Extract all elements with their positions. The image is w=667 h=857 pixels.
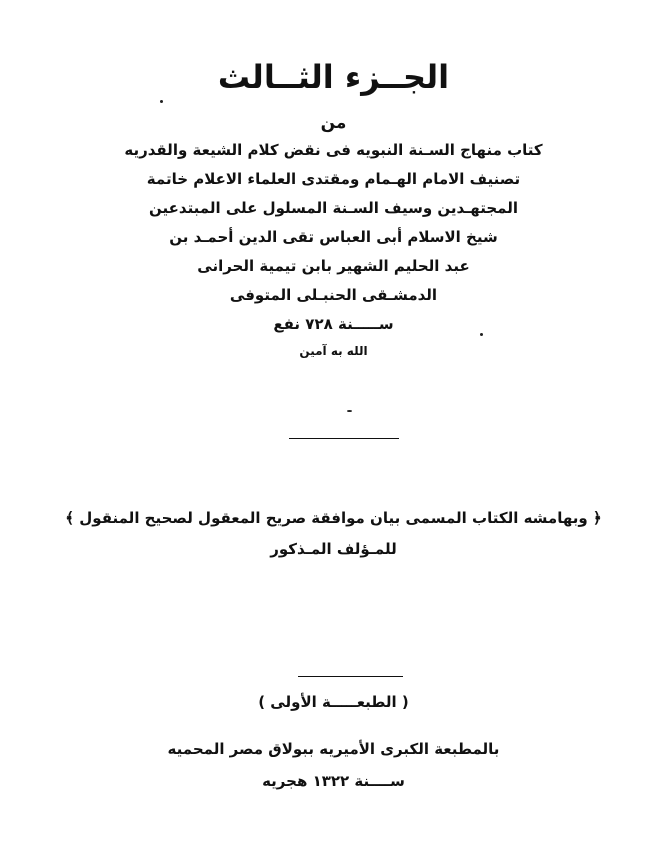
author-name-line: شيخ الاسلام أبى العباس تقى الدين أحمـد بن (169, 228, 498, 246)
publication-year-line: ســــنة ١٣٢٢ هجريه (262, 772, 405, 790)
book-title-line: كتاب منهاج السـنة النبويه فى نقض كلام الشيعة والقدريه (124, 141, 543, 159)
divider-rule (289, 438, 399, 439)
blessing-line: الله به آمين (299, 344, 368, 358)
divider-rule (298, 676, 403, 677)
ink-speck (347, 410, 352, 412)
margin-book-line: ﴿ وبهامشه الكتاب المسمى بيان موافقة صريح المعقول لصحيح المنقول ﴾ (65, 509, 602, 527)
author-lineage-line: عبد الحليم الشهير بابن تيمية الحرانى (197, 257, 470, 275)
edition-label: ( الطبعـــــة الأولى ) (258, 693, 409, 711)
press-line: بالمطبعة الكبرى الأميريه ببولاق مصر المحميه (167, 740, 500, 758)
death-year-line: ســـــنة ٧٢٨ نفع (273, 315, 394, 333)
margin-author-line: للمـؤلف المـذكور (270, 540, 397, 558)
author-origin-line: الدمشـقى الحنبـلى المتوفى (229, 286, 438, 304)
ink-speck (480, 333, 483, 336)
ink-speck (160, 100, 163, 103)
from-word: من (320, 113, 347, 133)
author-intro-line: تصنيف الامام الهـمام ومقتدى العلماء الاعلام خاتمة (146, 170, 521, 188)
author-epithet-line: المجتهـدين وسيف السـنة المسلول على المبتدعين (149, 199, 518, 217)
volume-title: الجــزء الثــالث (217, 58, 450, 96)
